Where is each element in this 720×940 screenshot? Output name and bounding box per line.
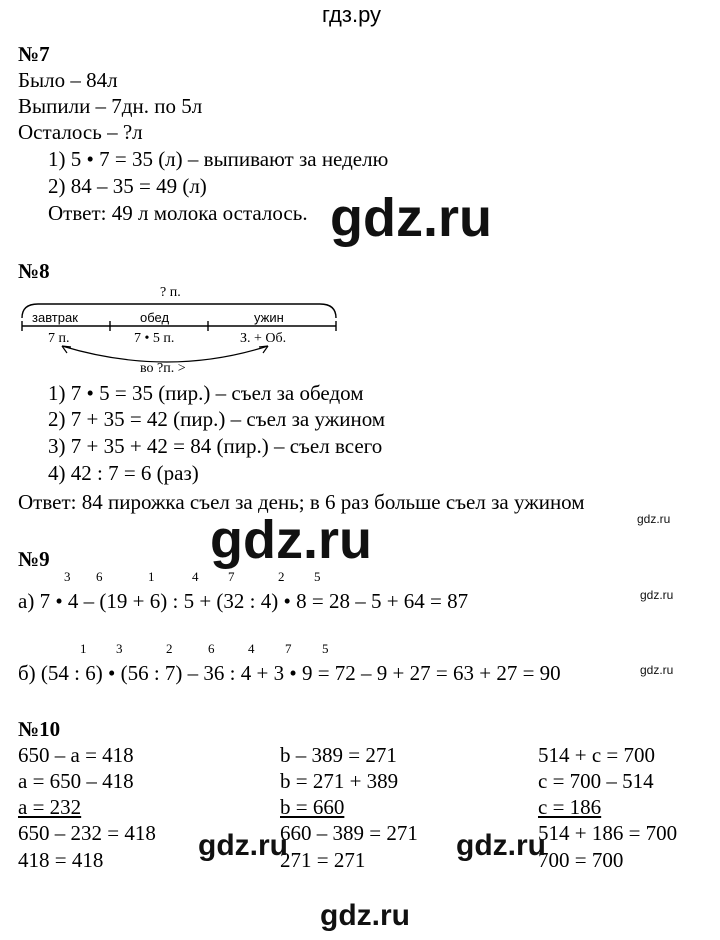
- order-number: 3: [116, 641, 123, 656]
- equation-line: b – 389 = 271: [280, 743, 397, 767]
- task7-answer: Ответ: 49 л молока осталось.: [48, 201, 308, 225]
- task8-step: 4) 42 : 7 = 6 (раз): [48, 461, 199, 485]
- watermark-medium: gdz.ru: [320, 899, 410, 932]
- task7-step: 2) 84 – 35 = 49 (л): [48, 174, 207, 198]
- task8-title: №8: [18, 259, 50, 283]
- equation-check: 514 + 186 = 700: [538, 821, 678, 845]
- task9-expr-b: б) (54 : 6) • (56 : 7) – 36 : 4 + 3 • 9 = 72 – 9 + 27 = 63 + 27 = 90: [18, 661, 561, 685]
- order-number: 6: [96, 569, 103, 584]
- task7-step: 1) 5 • 7 = 35 (л) – выпивают за неделю: [48, 147, 389, 171]
- equation-check: 271 = 271: [280, 848, 366, 872]
- equation-check: 660 – 389 = 271: [280, 821, 418, 845]
- order-number: 7: [285, 641, 292, 656]
- order-number: 7: [228, 569, 235, 584]
- task8-step: 1) 7 • 5 = 35 (пир.) – съел за обедом: [48, 381, 364, 405]
- task8-answer: Ответ: 84 пирожка съел за день; в 6 раз больше съел за ужином: [18, 490, 585, 514]
- diagram-arrow: [62, 346, 268, 362]
- order-number: 1: [148, 569, 155, 584]
- order-number: 4: [248, 641, 255, 656]
- watermark-small: gdz.ru: [640, 663, 674, 677]
- watermark-medium: gdz.ru: [198, 829, 288, 862]
- equation-line: b = 271 + 389: [280, 769, 399, 793]
- order-number: 2: [166, 641, 173, 656]
- task8-step: 3) 7 + 35 + 42 = 84 (пир.) – съел всего: [48, 434, 383, 458]
- diagram-value-label: З. + Об.: [240, 331, 287, 346]
- diagram-arrow-label: во ?п. >: [140, 361, 186, 376]
- watermark-large: gdz.ru: [330, 188, 492, 248]
- diagram-arrowhead-left: [62, 346, 71, 353]
- task7-line: Было – 84л: [18, 68, 118, 92]
- equation-line: c = 700 – 514: [538, 769, 654, 793]
- equation-check: 418 = 418: [18, 848, 104, 872]
- task7-title: №7: [18, 42, 50, 66]
- task8-step: 2) 7 + 35 = 42 (пир.) – съел за ужином: [48, 407, 386, 431]
- order-number: 3: [64, 569, 71, 584]
- task7-line: Осталось – ?л: [18, 120, 143, 144]
- order-number: 6: [208, 641, 215, 656]
- site-header: гдз.ру: [322, 2, 382, 27]
- equation-line: 650 – a = 418: [18, 743, 134, 767]
- watermark-medium: gdz.ru: [456, 829, 546, 862]
- watermark-small: gdz.ru: [640, 588, 674, 602]
- equation-result: b = 660: [280, 795, 345, 819]
- equation-check: 650 – 232 = 418: [18, 821, 156, 845]
- diagram-segment-label: обед: [140, 310, 170, 325]
- order-number: 2: [278, 569, 285, 584]
- task9-expr-a: а) 7 • 4 – (19 + 6) : 5 + (32 : 4) • 8 = 28 – 5 + 64 = 87: [18, 589, 469, 613]
- order-number: 4: [192, 569, 199, 584]
- equation-result: c = 186: [538, 795, 602, 819]
- diagram-segment-label: ужин: [254, 310, 284, 325]
- order-number: 5: [322, 641, 329, 656]
- order-number: 1: [80, 641, 87, 656]
- diagram-value-label: 7 п.: [48, 331, 70, 346]
- equation-line: 514 + c = 700: [538, 743, 656, 767]
- equation-check: 700 = 700: [538, 848, 624, 872]
- diagram-arrowhead-right: [259, 346, 268, 353]
- task10-title: №10: [18, 717, 61, 741]
- equation-line: a = 650 – 418: [18, 769, 134, 793]
- task9-title: №9: [18, 547, 50, 571]
- equation-result: a = 232: [18, 795, 82, 819]
- watermark-small: gdz.ru: [637, 512, 671, 526]
- diagram-value-label: 7 • 5 п.: [134, 331, 175, 346]
- task7-line: Выпили – 7дн. по 5л: [18, 94, 203, 118]
- watermark-large: gdz.ru: [210, 510, 372, 570]
- diagram-total-label: ? п.: [160, 285, 181, 300]
- diagram-segment-label: завтрак: [32, 310, 78, 325]
- order-number: 5: [314, 569, 321, 584]
